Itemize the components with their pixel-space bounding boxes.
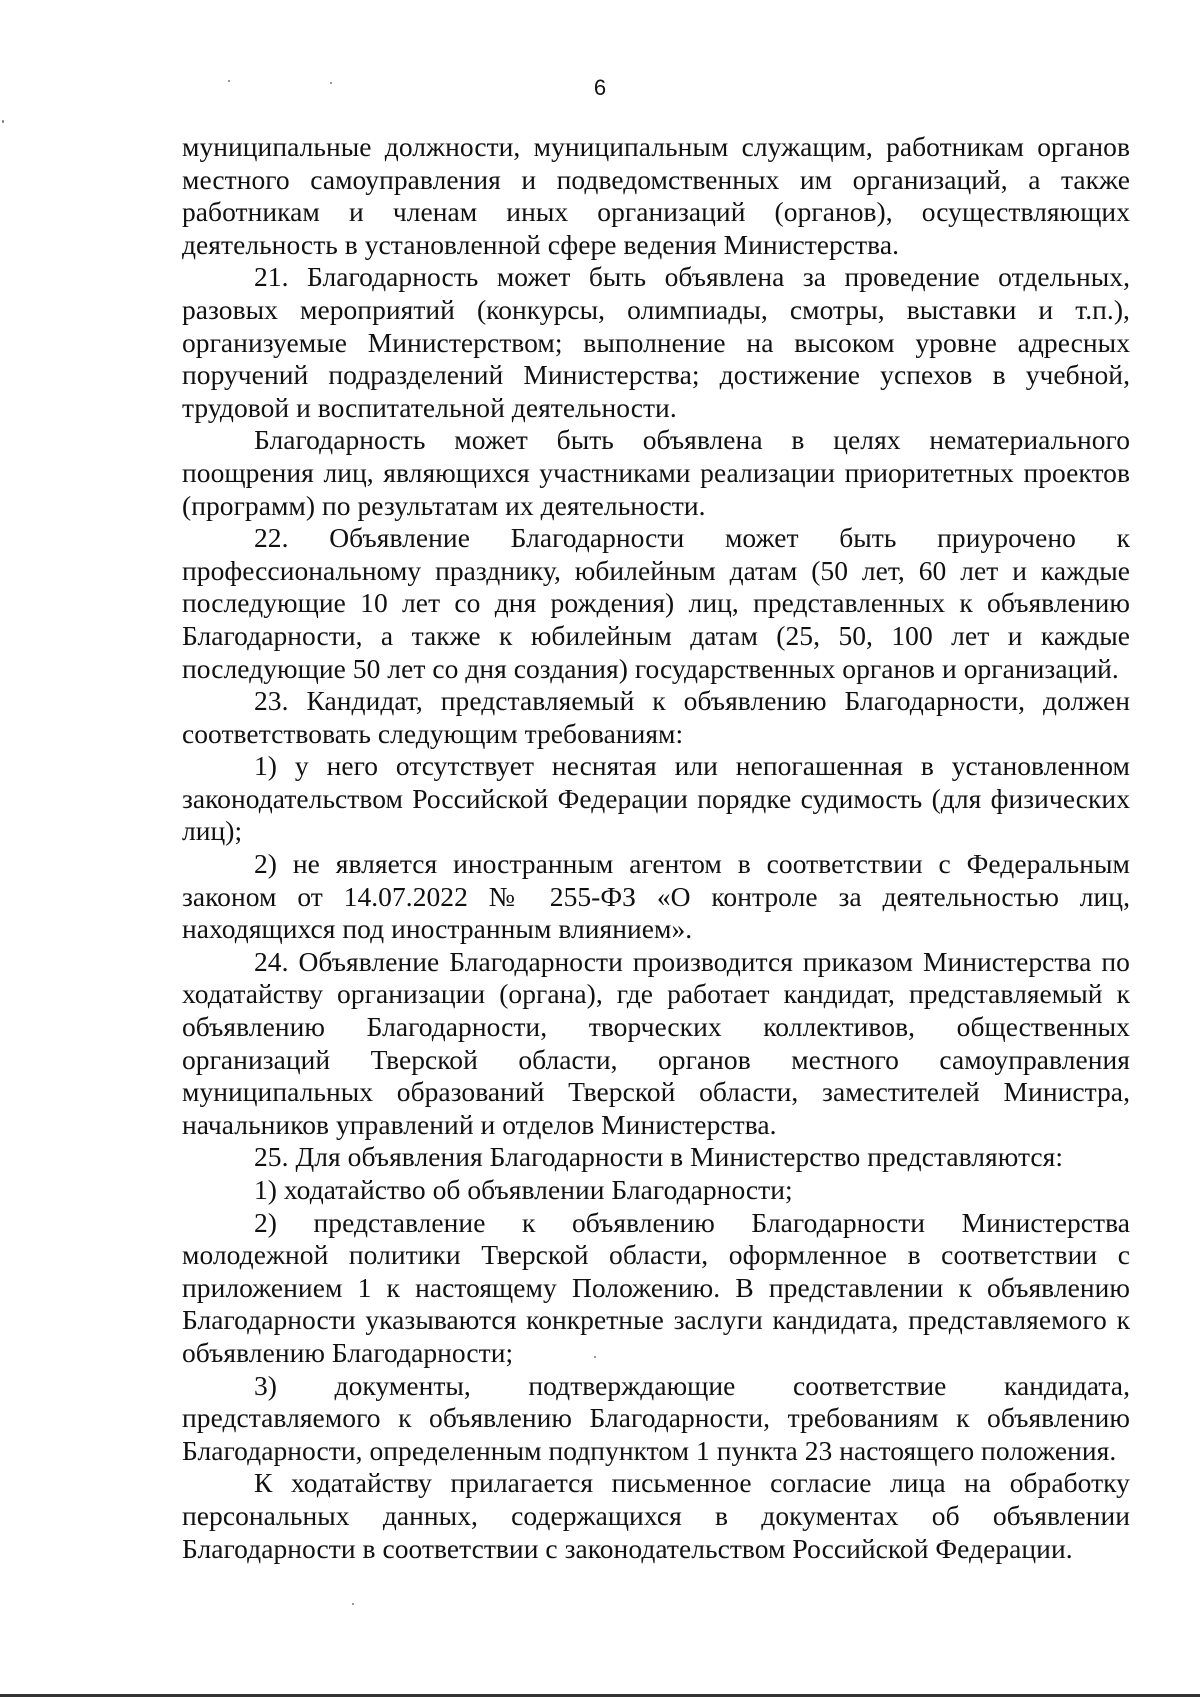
paragraph-item-23: 23. Кандидат, представляемый к объявлению Благодарности, должен соответствовать следующим требованиям: [182,685,1130,749]
page-number: 6 [593,75,607,100]
scan-speck [594,1356,596,1358]
paragraph-item-25-3: 3) документы, подтверждающие соответствие кандидата, представляемого к объявлению Благодарности, требованиям к объявлению Благодарности, определенным подпунктом 1 пункта 23 настоящего положения. [182,1369,1130,1466]
paragraph-item-23-1: 1) у него отсутствует неснятая или непогашенная в установленном законодательством Российской Федерации порядке судимость (для физических лиц); [182,750,1130,847]
document-body [182,131,1130,1565]
paragraph-item-25-2: 2) представление к объявлению Благодарности Министерства молодежной политики Тверской области, оформленное в соответствии с приложением 1 к настоящему Положению. В представлении к объявлению Благодарности указываются конкретные заслуги кандидата, представляемого к объявлению Благодарности; [182,1206,1130,1368]
paragraph-item-21-part-2: Благодарность может быть объявлена в целях нематериального поощрения лиц, являющихся участниками реализации приоритетных проектов (программ) по результатам их деятельности. [182,424,1130,521]
paragraph-item-25-consent: К ходатайству прилагается письменное согласие лица на обработку персональных данных, содержащихся в документах об объявлении Благодарности в соответствии с законодательством Российской Федерации. [182,1467,1130,1564]
paragraph-item-25-1: 1) ходатайство об объявлении Благодарности; [254,1174,793,1205]
scan-speck [352,1603,354,1605]
scan-speck [2,120,4,123]
scan-bottom-edge [0,1694,1200,1697]
paragraph-continuation: муниципальные должности, муниципальным служащим, работникам органов местного самоуправления и подведомственных им организаций, а также работникам и членам иных организаций (органов), осуществляющих деятельность в установленной сфере ведения Министерства. [182,131,1130,260]
paragraph-item-22: 22. Объявление Благодарности может быть приурочено к профессиональному празднику, юбилейным датам (50 лет, 60 лет и каждые последующие 10 лет со дня рождения) лиц, представленных к объявлению Благодарности, а также к юбилейным датам (25, 50, 100 лет и каждые последующие 50 лет со дня создания) государственных органов и организаций. [182,522,1130,684]
paragraph-item-25: 25. Для объявления Благодарности в Министерство представляются: [254,1141,1064,1173]
scan-speck [330,82,332,84]
scan-speck [228,80,230,82]
paragraph-item-24: 24. Объявление Благодарности производится приказом Министерства по ходатайству организации (органа), где работает кандидат, представляемый к объявлению Благодарности, творческих коллективов, общественных организаций Тверской области, органов местного самоуправления муниципальных образований Тверской области, заместителей Министра, начальников управлений и отделов Министерства. [182,945,1130,1140]
paragraph-item-23-2: 2) не является иностранным агентом в соответствии с Федеральным законом от 14.07.2022 № 255-ФЗ «О контроле за деятельностью лиц, находящихся под иностранным влиянием». [182,848,1130,945]
paragraph-item-21: 21. Благодарность может быть объявлена за проведение отдельных, разовых мероприятий (конкурсы, олимпиады, смотры, выставки и т.п.), организуемые Министерством; выполнение на высоком уровне адресных поручений подразделений Министерства; достижение успехов в учебной, трудовой и воспитательной деятельности. [182,261,1130,423]
